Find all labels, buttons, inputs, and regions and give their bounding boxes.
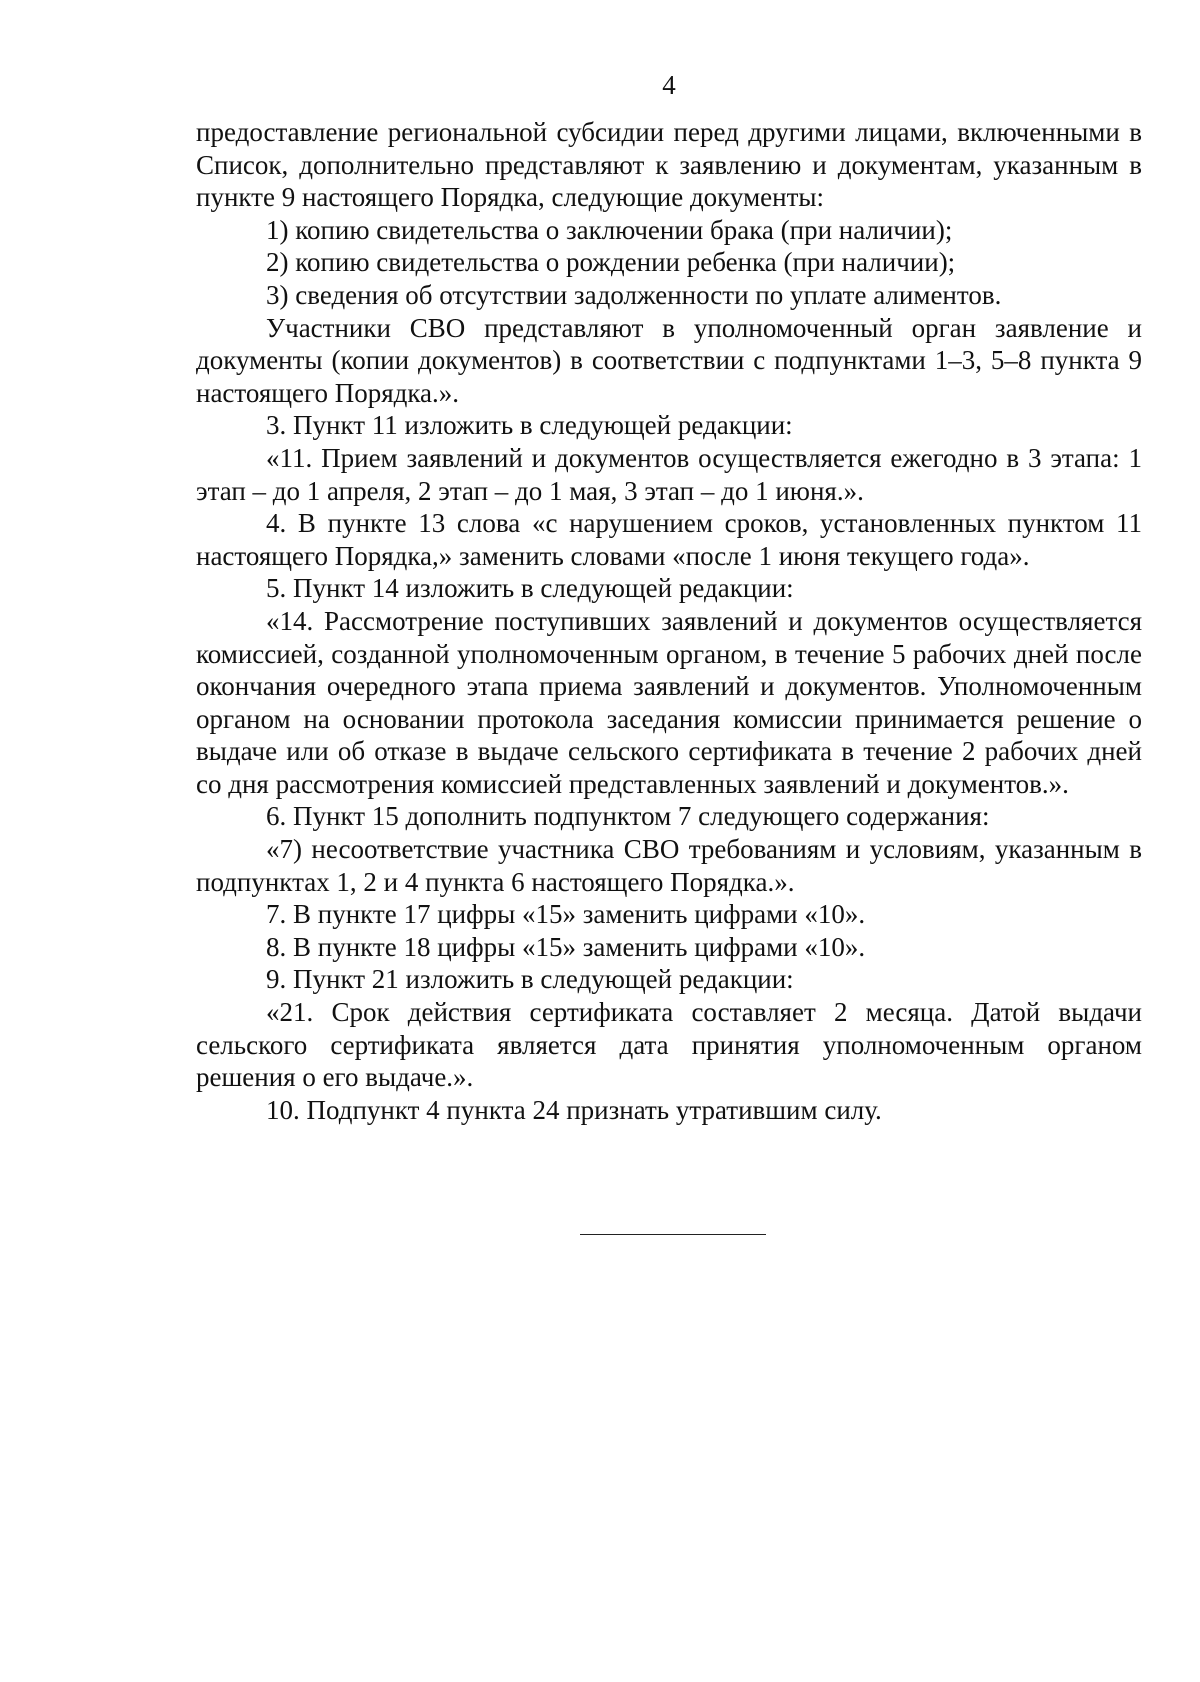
list-item-marriage-certificate: 1) копию свидетельства о заключении брака (при наличии); — [266, 214, 953, 245]
amendment-7: 7. В пункте 17 цифры «15» заменить цифрами «10». — [266, 899, 866, 930]
list-item-alimony-debt: 3) сведения об отсутствии задолженности по уплате алиментов. — [266, 279, 1002, 310]
paragraph-svo-participants: Участники СВО представляют в уполномоченный орган заявление и документы (копии документов) в соответствии с подпунктами 1–3, 5–8 пункта 9 настоящего Порядка.». — [196, 312, 1142, 408]
amendment-6-text: «7) несоответствие участника СВО требованиям и условиям, указанным в подпунктах 1, 2 и 4 пункта 6 настоящего Порядка.». — [196, 834, 1142, 897]
amendment-6: 6. Пункт 15 дополнить подпунктом 7 следующего содержания: — [266, 801, 990, 832]
end-of-document-rule — [580, 1234, 766, 1235]
amendment-9: 9. Пункт 21 изложить в следующей редакции: — [266, 964, 794, 995]
page-number: 4 — [662, 70, 676, 100]
amendment-3-text: «11. Прием заявлений и документов осуществляется ежегодно в 3 этапа: 1 этап – до 1 апреля, 2 этап – до 1 мая, 3 этап – до 1 июня.». — [196, 442, 1142, 506]
document-body — [196, 116, 1142, 1126]
list-item-birth-certificate: 2) копию свидетельства о рождении ребенка (при наличии); — [266, 247, 956, 278]
amendment-4: 4. В пункте 13 слова «с нарушением сроков, установленных пунктом 11 настоящего Порядка,» заменить словами «после 1 июня текущего года». — [196, 508, 1142, 571]
amendment-10: 10. Подпункт 4 пункта 24 признать утратившим силу. — [266, 1094, 882, 1125]
amendment-3: 3. Пункт 11 изложить в следующей редакции: — [266, 410, 793, 441]
amendment-5-text: «14. Рассмотрение поступивших заявлений и документов осуществляется комиссией, созданной уполномоченным органом, в течение 5 рабочих дней после окончания очередного этапа приема заявлений и документов. Уполномоченным органом на основании протокола заседания комиссии принимается решение о выдаче или об отказе в выдаче сельского сертификата в течение 2 рабочих дней со дня рассмотрения комиссией представленных заявлений и документов.». — [196, 605, 1142, 799]
amendment-5: 5. Пункт 14 изложить в следующей редакции: — [266, 573, 794, 604]
amendment-8: 8. В пункте 18 цифры «15» заменить цифрами «10». — [266, 931, 866, 962]
amendment-9-text: «21. Срок действия сертификата составляет 2 месяца. Датой выдачи сельского сертификата является дата принятия уполномоченным органом решения о его выдаче.». — [196, 997, 1142, 1093]
paragraph-continuation: предоставление региональной субсидии перед другими лицами, включенными в Список, дополнительно представляют к заявлению и документам, указанным в пункте 9 настоящего Порядка, следующие документы: — [196, 117, 1142, 213]
